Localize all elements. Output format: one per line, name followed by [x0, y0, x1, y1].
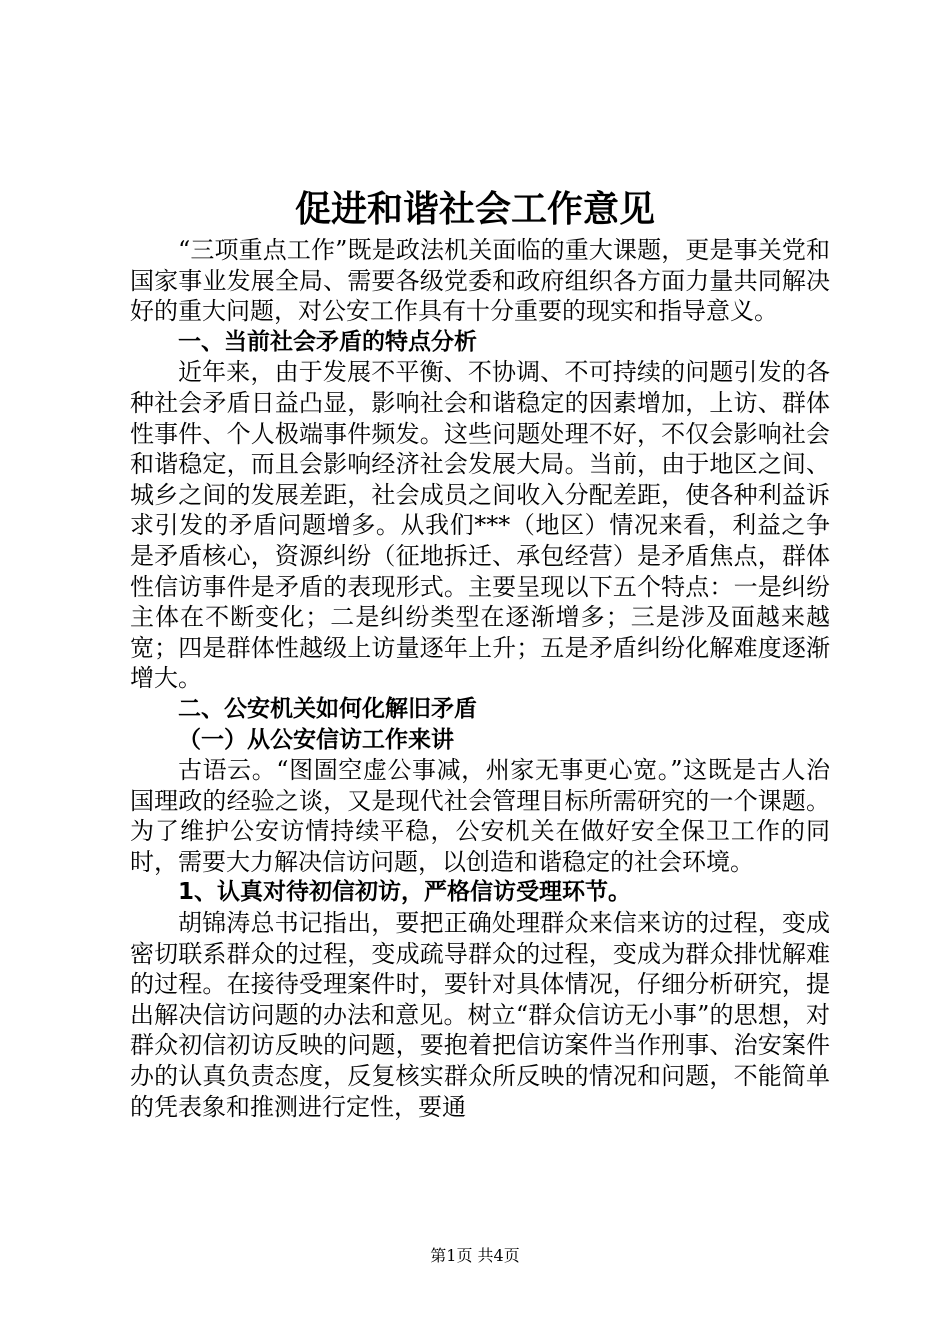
document-body	[130, 235, 830, 1122]
section-heading-1: 一、当前社会矛盾的特点分析	[178, 328, 477, 355]
section-1-paragraph: 近年来，由于发展不平衡、不协调、不可持续的问题引发的各种社会矛盾日益凸显，影响社会和谐稳定的因素增加，上访、群体性事件、个人极端事件频发。这些问题处理不好，不仅会影响社会和谐稳定，而且会影响经济社会发展大局。当前，由于地区之间、城乡之间的发展差距，社会成员之间收入分配差距，使各种利益诉求引发的矛盾问题增多。从我们***（地区）情况来看，利益之争是矛盾核心，资源纠纷（征地拆迁、承包经营）是矛盾焦点，群体性信访事件是矛盾的表现形式。主要呈现以下五个特点：一是纠纷主体在不断变化；二是纠纷类型在逐渐增多；三是涉及面越来越宽；四是群体性越级上访量逐年上升；五是矛盾纠纷化解难度逐渐增大。	[130, 358, 830, 693]
intro-paragraph: “三项重点工作”既是政法机关面临的重大课题，更是事关党和国家事业发展全局、需要各级党委和政府组织各方面力量共同解决好的重大问题，对公安工作具有十分重要的现实和指导意义。	[130, 236, 830, 326]
section-heading-2: 二、公安机关如何化解旧矛盾	[178, 695, 477, 722]
subsection-paragraph: 古语云。“图圄空虚公事减，州家无事更心宽。”这既是古人治国理政的经验之谈，又是现代社会管理目标所需研究的一个课题。为了维护公安访情持续平稳，公安机关在做好安全保卫工作的同时，需要大力解决信访问题，以创造和谐稳定的社会环境。	[130, 756, 830, 876]
page-number-footer: 第1页 共4页	[430, 1246, 520, 1265]
item-heading-1: 1、认真对待初信初访，严格信访受理环节。	[178, 879, 632, 906]
document-title: 促进和谐社会工作意见	[294, 188, 655, 230]
item-1-paragraph: 胡锦涛总书记指出，要把正确处理群众来信来访的过程，变成密切联系群众的过程，变成疏导群众的过程，变成为群众排忧解难的过程。在接待受理案件时，要针对具体情况，仔细分析研究，提出解决信访问题的办法和意见。树立“群众信访无小事”的思想，对群众初信初访反映的问题，要抱着把信访案件当作刑事、治安案件办的认真负责态度，反复核实群众所反映的情况和问题，不能简单的凭表象和推测进行定性，要通	[130, 909, 830, 1121]
subsection-heading: （一）从公安信访工作来讲	[178, 726, 454, 753]
